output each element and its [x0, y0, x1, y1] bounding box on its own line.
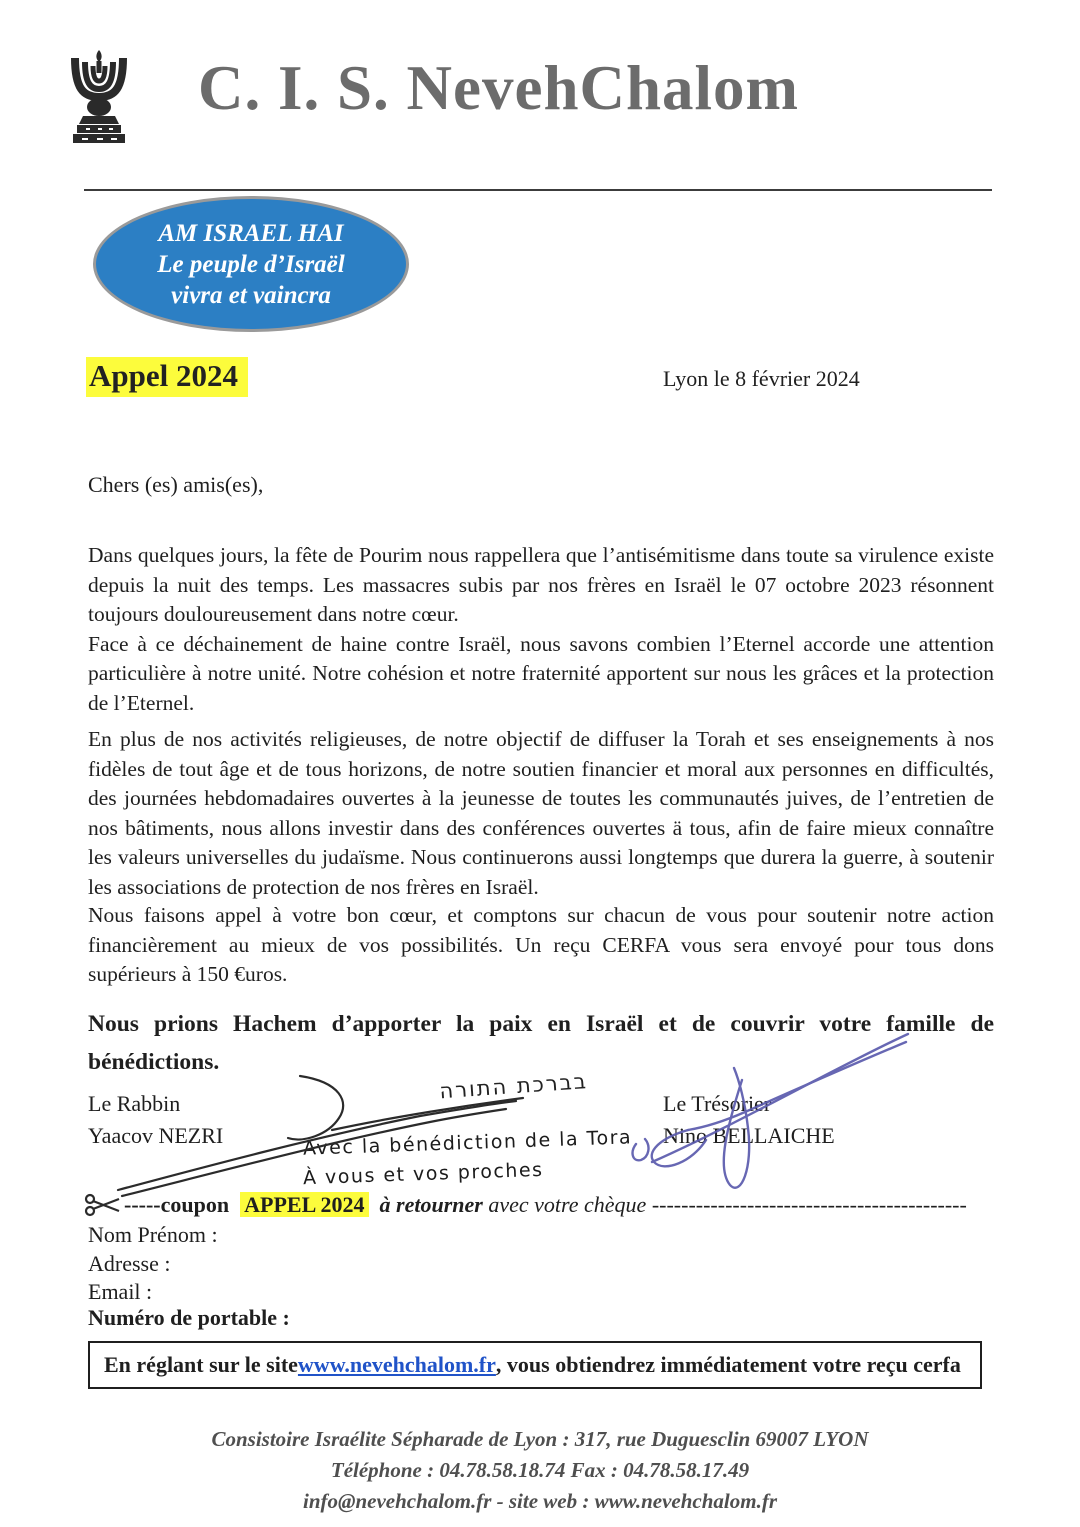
coupon-field-email: Email :: [88, 1279, 153, 1304]
salutation: Chers (es) amis(es),: [88, 472, 264, 497]
paragraph-block-1: [88, 541, 994, 718]
org-title: C. I. S. NevehChalom: [198, 53, 800, 123]
hebrew-blessing-note: בברכת התורה: [438, 1069, 589, 1104]
rabbi-title: Le Rabbin: [88, 1091, 181, 1116]
coupon-appel-highlight: APPEL 2024: [240, 1192, 368, 1217]
notice-suffix: , vous obtiendrez immédiatement votre reçu cerfa: [495, 1352, 961, 1377]
treasurer-name: Nino BELLAICHE: [663, 1123, 835, 1148]
coupon-field-name: Nom Prénom :: [88, 1222, 218, 1247]
prayer-paragraph: Nous prions Hachem d’apporter la paix en Israël et de couvrir votre famille de bénédictions.: [88, 1011, 994, 1075]
slogan-line1: AM ISRAEL HAI: [158, 219, 344, 247]
coupon-dashes-after: -------------------------------------------: [651, 1192, 967, 1217]
menorah-logo: [64, 44, 134, 146]
slogan-line2: Le peuple d’Israël: [157, 250, 345, 278]
slogan-banner: [93, 196, 409, 332]
footer-phone-fax: Téléphone : 04.78.58.18.74 Fax : 04.78.58.17.49: [330, 1458, 750, 1482]
coupon-field-phone: Numéro de portable :: [88, 1305, 290, 1330]
notice-prefix: En réglant sur le site: [104, 1352, 298, 1377]
online-payment-notice: [88, 1341, 982, 1389]
treasurer-signature-block: [663, 1088, 835, 1152]
treasurer-title: Le Trésorier: [663, 1091, 772, 1116]
handwritten-note-line1: Avec la bénédiction de la Tora: [302, 1126, 633, 1160]
coupon-field-address: Adresse :: [88, 1251, 171, 1276]
footer-email-web: info@nevehchalom.fr - site web : www.nevehchalom.fr: [302, 1489, 777, 1513]
slogan-line3: vivra et vaincra: [171, 281, 331, 309]
paragraph-block-2: [88, 725, 994, 902]
coupon-dashes-before: -----: [124, 1192, 161, 1217]
rabbi-name: Yaacov NEZRI: [88, 1123, 224, 1148]
header-divider: [84, 189, 992, 191]
dateline: Lyon le 8 février 2024: [663, 366, 860, 391]
subject-highlight: Appel 2024: [86, 357, 248, 397]
coupon-cheque-phrase: avec votre chèque: [482, 1192, 652, 1217]
coupon-return-phrase: à retourner: [379, 1192, 483, 1217]
scissors-icon: [84, 1192, 122, 1218]
coupon-cut-line: [84, 1192, 994, 1218]
letter-paragraph: En plus de nos activités religieuses, de notre objectif de diffuser la Torah et ses enseignements à nos fidèles de tout âge et de tous horizons, de notre soutien financier et moral aux personnes en difficultés, des journées hebdomadaires ouvertes à la jeunesse de toutes les communautés juives, de l’entretien de nos bâtiments, nous allons investir dans des conférences ouvertes ä tous, afin de faire mieux connaître les valeurs universelles du judaïsme. Nous continuerons aussi longtemps que durera la guerre, à soutenir les associations de protection de nos frères en Israël.: [88, 727, 994, 899]
footer-address: Consistoire Israélite Sépharade de Lyon : 317, rue Duguesclin 69007 LYON: [211, 1427, 869, 1451]
letter-paragraph: Face à ce déchainement de haine contre Israël, nous savons combien l’Eternel accorde une attention particulière à notre unité. Notre cohésion et notre fraternité apportent sur nous les grâces et la protection de l’Eternel.: [88, 631, 994, 715]
letter-paragraph: Dans quelques jours, la fête de Pourim nous rappellera que l’antisémitisme dans toute sa virulence existe depuis la nuit des temps. Les massacres subis par nos frères en Israël le 07 octobre 2023 résonnent toujours douloureusement dans notre cœur.: [88, 543, 994, 626]
handwritten-note-line2: À vous et vos proches: [302, 1158, 544, 1190]
coupon-label: coupon: [160, 1192, 230, 1217]
rabbi-signature-block: [88, 1088, 223, 1152]
paragraph-block-3: [88, 901, 994, 990]
letter-paragraph: Nous faisons appel à votre bon cœur, et comptons sur chacun de vous pour soutenir notre action financièrement au mieux de vos possibilités. Un reçu CERFA vous sera envoyé pour tous dons supérieurs à 150 €uros.: [88, 903, 994, 986]
website-link[interactable]: www.nevehchalom.fr: [297, 1352, 496, 1377]
footer: [0, 1424, 1080, 1517]
